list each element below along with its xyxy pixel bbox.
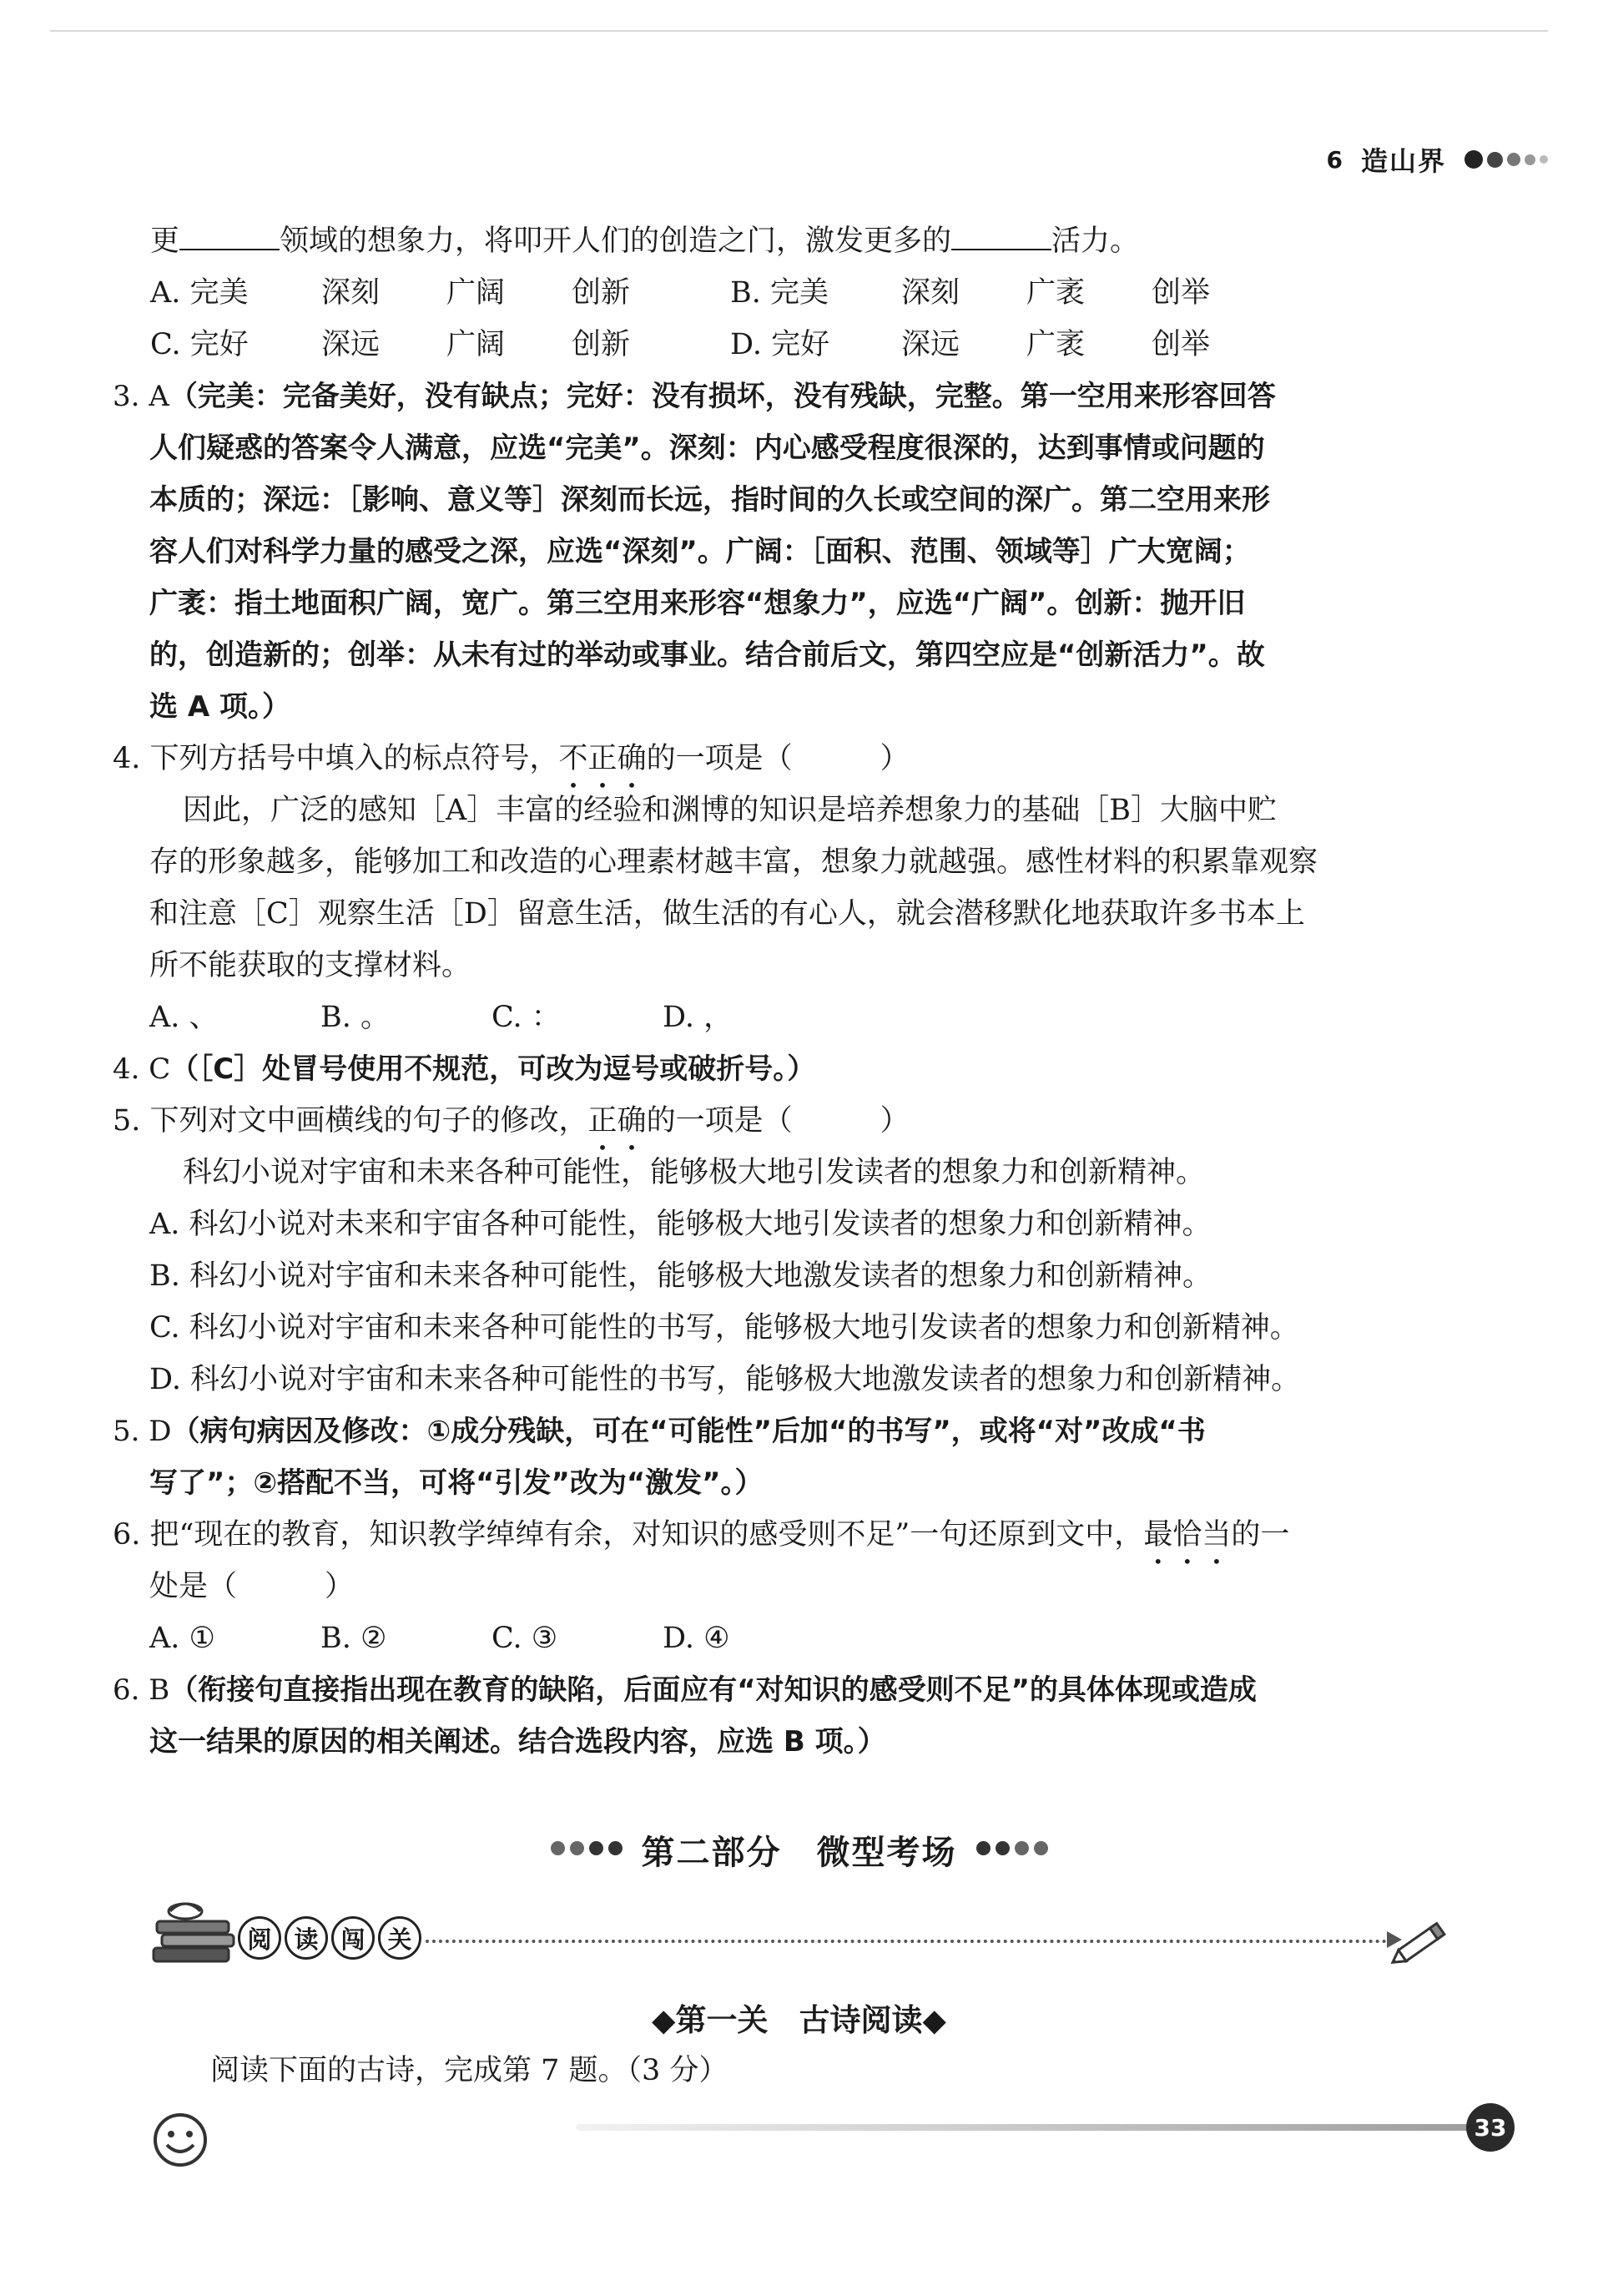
main-content — [113, 215, 1460, 1768]
dotted-line — [426, 1940, 1394, 1943]
smiley-icon — [150, 2110, 210, 2170]
gate-1-title: ◆第一关 古诗阅读◆ — [652, 2002, 946, 2038]
header-dots-icon — [1464, 150, 1548, 169]
dots-right-icon — [974, 1841, 1051, 1859]
q2-options-row: A. 完美 深刻 广阔 创新 B. 完美 深刻 广袤 创举 — [150, 267, 1460, 319]
option-a: A. 科幻小说对未来和宇宙各种可能性，能够极大地引发读者的想象力和创新精神。 — [149, 1208, 1212, 1241]
passage-line: 存的形象越多，能够加工和改造的心理素材越丰富，想象力就越强。感性材料的积累靠观察 — [149, 845, 1318, 879]
reading-badge: 阅 读 闯 关 — [238, 1916, 421, 1960]
page-number: 33 — [1466, 2103, 1515, 2152]
option-a: A. 完美 — [150, 276, 249, 310]
lesson-number: 6 — [1326, 145, 1343, 174]
option-a: A. ① — [149, 1622, 215, 1655]
q4-options-row — [113, 992, 1460, 1043]
option-c: C. ③ — [491, 1622, 558, 1655]
top-rule — [50, 30, 1548, 32]
part-2-heading — [0, 1826, 1598, 1874]
option-d: D. ④ — [663, 1622, 730, 1655]
option-b: B. 科幻小说对宇宙和未来各种可能性，能够极大地激发读者的想象力和创新精神。 — [149, 1259, 1212, 1293]
pencil-icon — [1389, 1916, 1456, 1966]
answer-6: 6. B（衔接句直接指出现在教育的缺陷，后面应有“对知识的感受则不足”的具体体现或造成 这一结果的原因的相关阐述。结合选段内容，应选 B 项。） — [113, 1673, 1257, 1759]
page-header — [1327, 140, 1549, 179]
option-b: B. 完美 — [730, 276, 829, 310]
answer-3: 3. A（完美：完备美好，没有缺点；完好：没有损坏，没有残缺，完整。第一空用来形容回答 人们疑惑的答案令人满意，应选“完美”。深刻：内心感受程度很深的，达到事情或问题的 本质的；深远：［影响、意义等］深刻而长远，指时间的久长或空间的深广。第二空用来形 容人们对科学力量的感受之深，应选“深刻”。广阔：［面积、范围、领域等］广大宽阔； 广袤：指土地面积广阔，宽广。第三空用来形容“想象力”，应选“广阔”。创新：抛开旧 的，创造新的；创举：从未有过的举动或事业。结合前后文，第四空应是“创新活力”。故 选 A 项。） — [113, 380, 1276, 724]
option-d: D. 科幻小说对宇宙和未来各种可能性的书写，能够极大地激发读者的想象力和创新精神。 — [149, 1363, 1301, 1396]
answer-blank — [179, 224, 280, 250]
q2-line: 更 领域的想象力，将叩开人们的创造之门，激发更多的 活力。 — [150, 225, 1140, 258]
passage-line: 所不能获取的支撑材料。 — [149, 949, 471, 982]
question-6: 6. 把“现在的教育，知识教学绰绰有余，对知识的感受则不足”一句还原到文中，最恰当的一 处是（ ） A. ① B. ② C. ③ D. ④ — [113, 1509, 1460, 1664]
underlined-sentence: 科幻小说对宇宙和未来各种可能性，能够极大地引发读者的想象力和创新精神。 — [183, 1156, 1206, 1189]
question-4: 4. 下列方括号中填入的标点符号，不正确的一项是（ ） 因此，广泛的感知［A］丰富的经验和渊博的知识是培养想象力的基础［B］大脑中贮 存的形象越多，能够加工和改造的心理素材越丰富，想象力就越强。感性材料的积累靠观察 和注意［C］观察生活［D］留意生活，做生活的有心人，就会潜移默化地获取许多书本上 所不能获取的支撑材料。 A. 、 B. 。 C. ： D. ， — [113, 733, 1460, 1043]
unit-title: 造山界 — [1360, 145, 1446, 177]
reading-banner — [150, 1901, 1452, 1968]
footer-rule — [576, 2124, 1515, 2131]
question-5: 5. 下列对文中画横线的句子的修改，正确的一项是（ ） 科幻小说对宇宙和未来各种可能性，能够极大地引发读者的想象力和创新精神。 A. 科幻小说对未来和宇宙各种可能性，能够极大地引发读者的想象力和创新精神。 B. 科幻小说对宇宙和未来各种可能性，能够极大地激发读者的想象力和创新精神。 C. 科幻小说对宇宙和未来各种可能性的书写，能够极大地引发读者的想象力和创新精神。 D. 科幻小说对宇宙和未来各种可能性的书写，能够极大地激发读者的想象力和创新精神。 — [113, 1095, 1460, 1405]
answer-blank — [951, 224, 1051, 250]
option-c: C. 科幻小说对宇宙和未来各种可能性的书写，能够极大地引发读者的想象力和创新精神。 — [149, 1311, 1299, 1345]
passage-line: 和注意［C］观察生活［D］留意生活，做生活的有心人，就会潜移默化地获取许多书本上 — [149, 897, 1305, 931]
answer-4: 4. C（［C］处冒号使用不规范，可改为逗号或破折号。） — [113, 1052, 816, 1086]
option-b: B. ② — [320, 1622, 387, 1655]
q6-options-row — [113, 1612, 1460, 1664]
answer-5: 5. D（病句病因及修改：①成分残缺，可在“可能性”后加“的书写”，或将“对”改成“书 写了”；②搭配不当，可将“引发”改为“激发”。） — [113, 1415, 1206, 1500]
option-c: C. ： — [491, 1001, 561, 1034]
option-a: A. 、 — [149, 1001, 219, 1034]
passage-line: 因此，广泛的感知［A］丰富的经验和渊博的知识是培养想象力的基础［B］大脑中贮 — [183, 794, 1277, 827]
option-d: D. 完好 — [730, 328, 830, 361]
dots-left-icon — [548, 1841, 625, 1859]
option-b: B. 。 — [320, 1001, 390, 1034]
q2-options-row: C. 完好 深远 广阔 创新 D. 完好 深远 广袤 创举 — [150, 319, 1460, 371]
part-2-title: 第二部分 微型考场 — [641, 1833, 957, 1872]
option-c: C. 完好 — [150, 328, 249, 361]
option-d: D. ， — [663, 1001, 733, 1034]
instruction-text: 阅读下面的古诗，完成第 7 题。（3 分） — [210, 2054, 728, 2087]
